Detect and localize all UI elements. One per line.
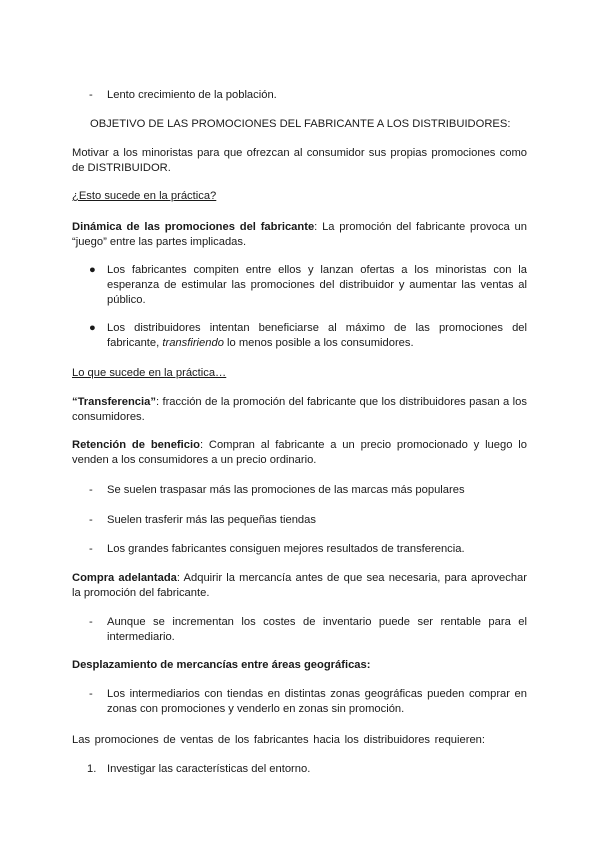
compra-text: : Adquirir la mercancía antes de que sea necesaria, para aprovechar la promoción del fabricante. — [72, 572, 527, 599]
retencion-paragraph — [72, 438, 527, 468]
bullet-text-emphasis: transfiriendo — [162, 337, 224, 349]
list-item — [89, 542, 527, 557]
bullet-marker: ● — [89, 264, 96, 276]
bullet-text-pre: Los distribuidores intentan beneficiarse al máximo de las promociones del fabricante, — [107, 322, 527, 349]
list-item — [89, 615, 527, 645]
compra-paragraph — [72, 571, 527, 601]
desplazamiento-heading — [72, 658, 527, 673]
compra-term: Compra adelantada — [72, 572, 177, 584]
item-text: Lento crecimiento de la población. — [107, 89, 277, 101]
retencion-text: : Compran al fabricante a un precio promocionado y luego lo venden a los consumidores a un precio ordinario. — [72, 439, 527, 466]
bullet-text-post: lo menos posible a los consumidores. — [223, 337, 414, 349]
pregunta-heading: ¿Esto sucede en la práctica? — [72, 190, 217, 202]
bullet-marker: ● — [89, 322, 96, 334]
item-text: Aunque se incrementan los costes de inventario puede ser rentable para el intermediario. — [107, 616, 527, 643]
transferencia-text: : fracción de la promoción del fabricante que los distribuidores pasan a los consumidores. — [72, 396, 527, 423]
numbered-item — [87, 762, 527, 777]
bullet-item — [89, 321, 527, 351]
dinamica-paragraph — [72, 220, 527, 250]
retencion-term: Retención de beneficio — [72, 439, 200, 451]
dash-marker: - — [89, 514, 93, 526]
item-text: Los grandes fabricantes consiguen mejores resultados de transferencia. — [107, 543, 465, 555]
requieren-paragraph: Las promociones de ventas de los fabricantes hacia los distribuidores requieren: — [72, 734, 486, 746]
dinamica-text: : La promoción del fabricante provoca un “juego” entre las partes implicadas. — [72, 221, 527, 248]
bullet-item — [89, 263, 527, 308]
dash-marker: - — [89, 688, 93, 700]
dash-marker: - — [89, 89, 93, 101]
list-item — [89, 88, 527, 103]
section-heading: OBJETIVO DE LAS PROMOCIONES DEL FABRICANTE A LOS DISTRIBUIDORES: — [90, 118, 511, 130]
list-item — [89, 513, 527, 528]
item-text: Se suelen traspasar más las promociones de las marcas más populares — [107, 484, 465, 496]
item-text: Suelen trasferir más las pequeñas tiendas — [107, 514, 316, 526]
item-text: Los intermediarios con tiendas en distintas zonas geográficas pueden comprar en zonas con promociones y venderlo en zonas sin promoción. — [107, 688, 527, 715]
item-text: Investigar las características del entorno. — [107, 763, 311, 775]
list-item — [89, 483, 527, 498]
dash-marker: - — [89, 484, 93, 496]
list-item — [89, 687, 527, 717]
dash-marker: - — [89, 616, 93, 628]
transferencia-paragraph — [72, 395, 527, 425]
desplazamiento-term: Desplazamiento de mercancías entre áreas geográficas: — [72, 659, 371, 671]
dash-marker: - — [89, 543, 93, 555]
dinamica-term: Dinámica de las promociones del fabricante — [72, 221, 315, 233]
bullet-text: Los fabricantes compiten entre ellos y lanzan ofertas a los minoristas con la esperanza de estimular las promociones del distribuidor y aumentar las ventas al público. — [107, 264, 527, 306]
transferencia-term: “Transferencia” — [72, 396, 156, 408]
number-marker: 1. — [87, 763, 97, 775]
practica-heading: Lo que sucede en la práctica… — [72, 367, 227, 379]
objetivo-paragraph: Motivar a los minoristas para que ofrezcan al consumidor sus propias promociones como de DISTRIBUIDOR. — [72, 147, 527, 174]
